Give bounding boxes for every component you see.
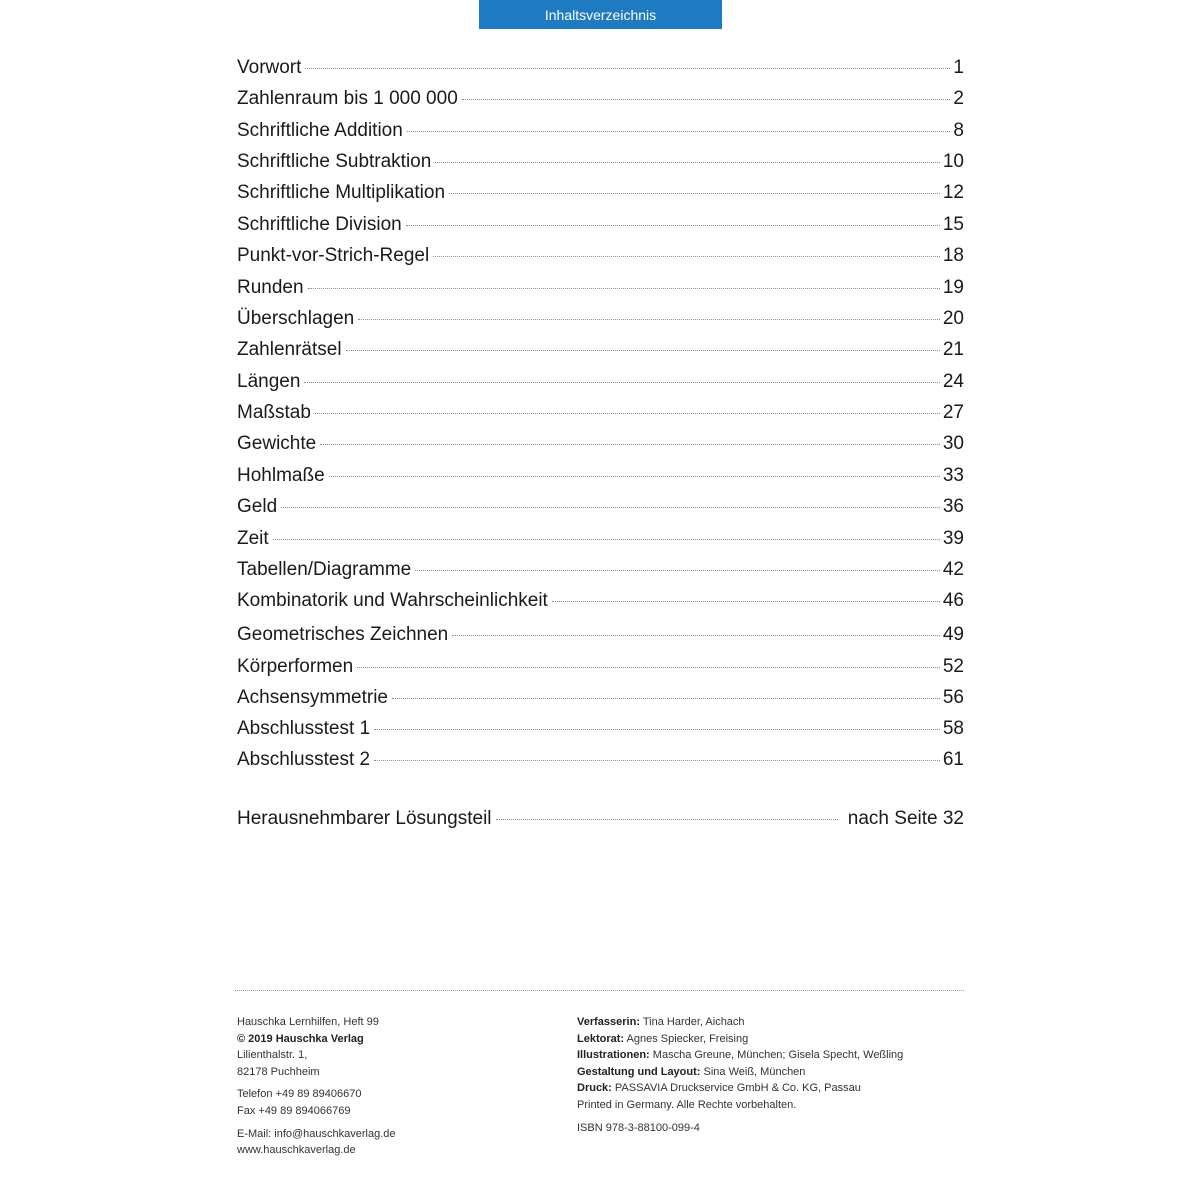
- toc-entry-title: Tabellen/Diagramme: [237, 559, 412, 580]
- toc-entry-page: 20: [942, 308, 964, 329]
- toc-entry[interactable]: [237, 120, 964, 150]
- toc-entry-page: 10: [942, 151, 964, 172]
- toc-entry[interactable]: [237, 465, 964, 495]
- publisher-imprint: [237, 1014, 396, 1159]
- toc-entry-page: 42: [942, 559, 964, 580]
- toc-entry[interactable]: [237, 339, 964, 369]
- phone-line: Telefon +49 89 89406670: [237, 1088, 362, 1101]
- toc-entry-page: 39: [942, 528, 964, 549]
- toc-entry[interactable]: [237, 433, 964, 463]
- dot-leader: [415, 570, 940, 571]
- toc-entry-page: 21: [942, 339, 964, 360]
- toc-entry-page: 27: [942, 402, 964, 423]
- toc-entry[interactable]: [237, 496, 964, 526]
- toc-entry-title: Körperformen: [237, 656, 354, 677]
- series-line: Hauschka Lernhilfen, Heft 99: [237, 1016, 379, 1028]
- toc-entry-title: Maßstab: [237, 402, 311, 423]
- dot-leader: [357, 667, 940, 668]
- dot-leader: [452, 635, 940, 636]
- dot-leader: [308, 288, 940, 289]
- toc-entry-page: 30: [942, 433, 964, 454]
- toc-entry-title: Abschlusstest 2: [237, 749, 371, 770]
- toc-entry-title: Kombinatorik und Wahrscheinlichkeit: [237, 590, 548, 611]
- rights-line: Printed in Germany. Alle Rechte vorbehalten.: [577, 1098, 797, 1111]
- toc-entry-title: Hohlmaße: [237, 465, 325, 486]
- dot-leader: [407, 131, 951, 132]
- dot-leader: [449, 193, 940, 194]
- toc-entry-page: 33: [942, 465, 964, 486]
- toc-entry-title: Herausnehmbarer Lösungsteil: [237, 808, 492, 829]
- toc-entry[interactable]: [237, 182, 964, 212]
- toc-entry-title: Zahlenrätsel: [237, 339, 342, 360]
- email-line: E-Mail: info@hauschkaverlag.de: [237, 1127, 396, 1140]
- toc-entry-page: 1: [953, 57, 964, 78]
- toc-entry[interactable]: [237, 590, 964, 620]
- print-credit: Druck: PASSAVIA Druckservice GmbH & Co. KG, Passau: [577, 1082, 861, 1095]
- section-header-tab: Inhaltsverzeichnis: [479, 0, 722, 29]
- toc-entry-page: 2: [953, 88, 964, 109]
- dot-leader: [305, 68, 950, 69]
- dot-leader: [346, 350, 940, 351]
- dot-leader: [374, 729, 940, 730]
- toc-entry-title: Runden: [237, 277, 304, 298]
- website-line: www.hauschkaverlag.de: [237, 1144, 356, 1157]
- toc-entry-page: 19: [942, 277, 964, 298]
- toc-entry-title: Zeit: [237, 528, 269, 549]
- dot-leader: [304, 382, 939, 383]
- toc-entry-title: Zahlenraum bis 1 000 000: [237, 88, 458, 109]
- toc-entry-page: 8: [953, 120, 964, 141]
- toc-entry[interactable]: [237, 371, 964, 401]
- toc-entry-page: 46: [942, 590, 964, 611]
- toc-entry-title: Geometrisches Zeichnen: [237, 624, 449, 645]
- design-credit: Gestaltung und Layout: Sina Weiß, München: [577, 1065, 806, 1078]
- toc-entry[interactable]: [237, 277, 964, 307]
- toc-entry-page: 18: [942, 245, 964, 266]
- toc-entry-title: Geld: [237, 496, 278, 517]
- toc-entry-page: 24: [942, 371, 964, 392]
- toc-entry-title: Abschlusstest 1: [237, 718, 371, 739]
- toc-entry-page: 52: [942, 656, 964, 677]
- toc-entry-solutions[interactable]: [237, 808, 964, 838]
- toc-entry-page: 61: [942, 749, 964, 770]
- toc-entry[interactable]: [237, 402, 964, 432]
- toc-entry[interactable]: [237, 528, 964, 558]
- toc-entry[interactable]: [237, 88, 964, 118]
- toc-entry-page: 58: [942, 718, 964, 739]
- credits-imprint: [577, 1014, 903, 1136]
- toc-entry-page: 36: [942, 496, 964, 517]
- dot-leader: [273, 539, 940, 540]
- dot-leader: [496, 819, 838, 820]
- toc-entry-page: 49: [942, 624, 964, 645]
- toc-entry-title: Schriftliche Subtraktion: [237, 151, 432, 172]
- dot-leader: [315, 413, 940, 414]
- copyright-line: © 2019 Hauschka Verlag: [237, 1032, 364, 1045]
- toc-entry[interactable]: [237, 245, 964, 275]
- dot-leader: [462, 99, 951, 100]
- dot-leader: [392, 698, 940, 699]
- toc-entry-title: Schriftliche Addition: [237, 120, 403, 141]
- toc-entry[interactable]: [237, 151, 964, 181]
- toc-entry-title: Achsensymmetrie: [237, 687, 388, 708]
- toc-entry-title: Punkt-vor-Strich-Regel: [237, 245, 430, 266]
- dot-leader: [406, 225, 940, 226]
- fax-line: Fax +49 89 894066769: [237, 1104, 351, 1117]
- dot-leader: [552, 601, 940, 602]
- toc-entry[interactable]: [237, 559, 964, 589]
- dot-leader: [329, 476, 940, 477]
- toc-entry[interactable]: [237, 308, 964, 338]
- toc-entry-title: Längen: [237, 371, 301, 392]
- toc-entry[interactable]: [237, 624, 964, 654]
- toc-entry-page: 15: [942, 214, 964, 235]
- toc-entry-title: Schriftliche Multiplikation: [237, 182, 446, 203]
- toc-entry-title: Gewichte: [237, 433, 317, 454]
- illustrations-credit: Illustrationen: Mascha Greune, München; Gisela Specht, Weßling: [577, 1049, 904, 1062]
- toc-entry[interactable]: [237, 656, 964, 686]
- toc-entry[interactable]: [237, 718, 964, 748]
- address-street: Lilienthalstr. 1,: [237, 1049, 308, 1062]
- toc-entry-page: 56: [942, 687, 964, 708]
- toc-entry-title: Schriftliche Division: [237, 214, 402, 235]
- author-credit: Verfasserin: Tina Harder, Aichach: [577, 1016, 745, 1028]
- editor-credit: Lektorat: Agnes Spiecker, Freising: [577, 1032, 749, 1045]
- dot-leader: [320, 444, 940, 445]
- dot-leader: [435, 162, 940, 163]
- toc-entry-page: 12: [942, 182, 964, 203]
- toc-entry-title: Vorwort: [237, 57, 302, 78]
- address-city: 82178 Puchheim: [237, 1065, 320, 1078]
- isbn-line: ISBN 978-3-88100-099-4: [577, 1121, 700, 1134]
- toc-entry[interactable]: [237, 57, 964, 87]
- footer-divider: [235, 990, 964, 991]
- toc-entry[interactable]: [237, 687, 964, 717]
- toc-entry-title: Überschlagen: [237, 308, 355, 329]
- dot-leader: [358, 319, 940, 320]
- dot-leader: [281, 507, 940, 508]
- dot-leader: [433, 256, 940, 257]
- toc-entry[interactable]: [237, 749, 964, 779]
- toc-entry-page: nach Seite 32: [847, 808, 964, 829]
- toc-entry[interactable]: [237, 214, 964, 244]
- dot-leader: [374, 760, 940, 761]
